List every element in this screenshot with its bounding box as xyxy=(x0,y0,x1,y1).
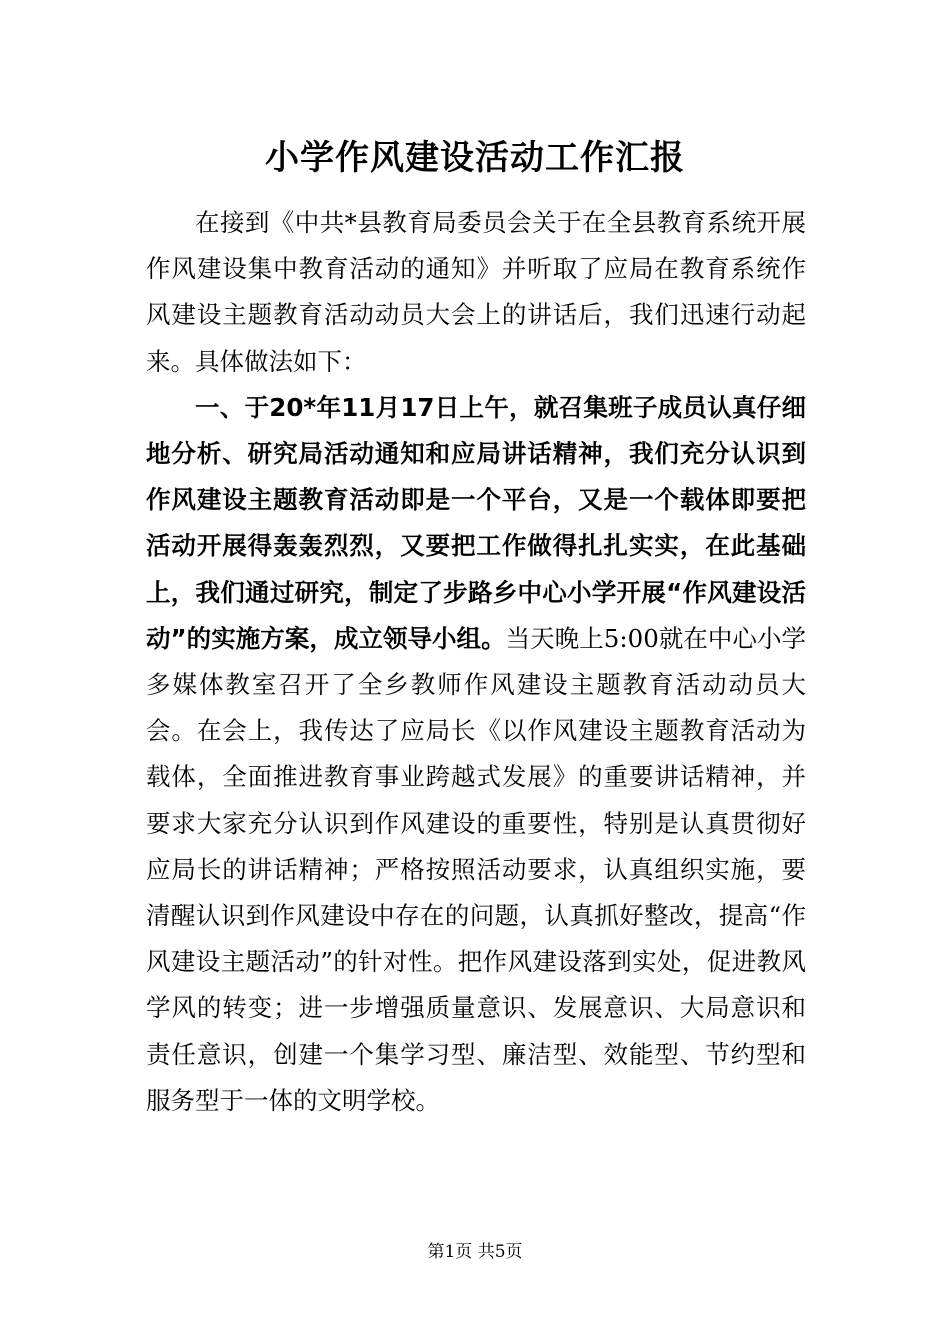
paragraph-section-one-bold: 一、于20*年11月17日上午，就召集班子成员认真仔细地分析、研究局活动通知和应局讲话精神，我们充分认识到作风建设主题教育活动即是一个平台，又是一个载体即要把活动开展得轰轰烈烈，又要把工作做得扎扎实实，在此基础上，我们通过研究，制定了步路乡中心小学开展“作风建设活动”的实施方案，成立领导小组。 xyxy=(146,392,806,653)
paragraph-section-one-rest: 当天晚上5:00就在中心小学多媒体教室召开了全乡教师作风建设主题教育活动动员大会。在会上，我传达了应局长《以作风建设主题教育活动为载体，全面推进教育事业跨越式发展》的重要讲话精神，并要求大家充分认识到作风建设的重要性，特别是认真贯彻好应局长的讲话精神；严格按照活动要求，认真组织实施，要清醒认识到作风建设中存在的问题，认真抓好整改，提高“作风建设主题活动”的针对性。把作风建设落到实处，促进教风学风的转变；进一步增强质量意识、发展意识、大局意识和责任意识，创建一个集学习型、廉洁型、效能型、节约型和服务型于一体的文明学校。 xyxy=(146,623,806,1115)
document-body xyxy=(146,200,806,1124)
document-title: 小学作风建设活动工作汇报 xyxy=(265,138,685,178)
page-number-footer: 第1页 共5页 xyxy=(427,1242,523,1262)
paragraph-section-one xyxy=(146,385,806,1124)
paragraph-intro: 在接到《中共*县教育局委员会关于在全县教育系统开展作风建设集中教育活动的通知》并听取了应局在教育系统作风建设主题教育活动动员大会上的讲话后，我们迅速行动起来。具体做法如下： xyxy=(146,208,806,376)
